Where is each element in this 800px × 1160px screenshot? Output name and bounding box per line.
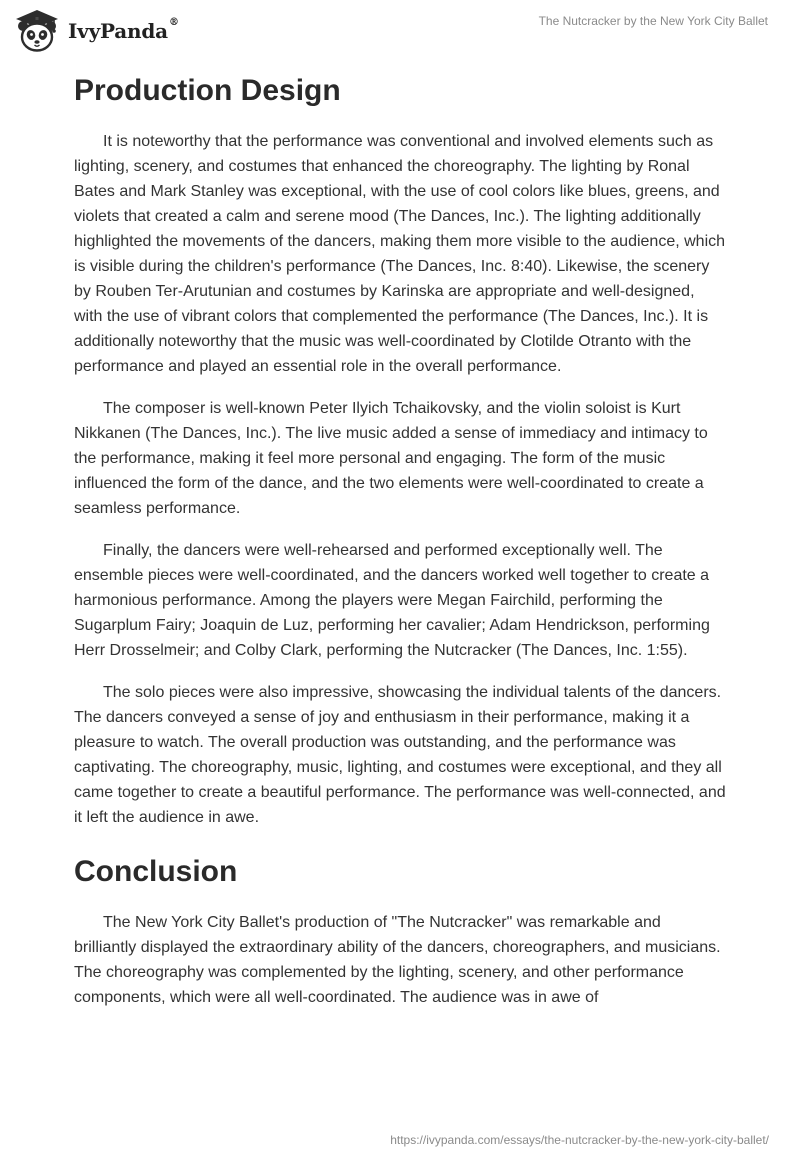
section-heading-conclusion: Conclusion [74,855,238,888]
brand-name: IvyPanda® [68,17,179,43]
paragraph: The composer is well-known Peter Ilyich Tchaikovsky, and the violin soloist is Kurt Nikkanen (The Dances, Inc.). The live music added a sense of immediacy and intimacy to the performance, making it feel more personal and engaging. The form of the music influenced the form of the dance, and the two elements were well-coordinated to create a seamless performance. [74,400,708,517]
document-title: The Nutcracker by the New York City Ballet [538,14,768,28]
section-heading-production-design: Production Design [74,74,341,107]
page-header [0,0,800,60]
source-url[interactable]: https://ivypanda.com/essays/the-nutcracker-by-the-new-york-city-ballet/ [390,1133,769,1147]
essay-body [74,70,726,1027]
paragraph: The New York City Ballet's production of "The Nutcracker" was remarkable and brilliantly displayed the extraordinary ability of the dancers, choreographers, and musicians. The choreography was complemented by the lighting, scenery, and other performance components, which were all well-coordinated. The audience was in awe of [74,914,721,1006]
ivypanda-logo[interactable] [14,8,179,54]
panda-graduate-icon [14,8,60,54]
paragraph: It is noteworthy that the performance was conventional and involved elements such as lighting, scenery, and costumes that enhanced the choreography. The lighting by Ronal Bates and Mark Stanley was exceptional, with the use of cool colors like blues, greens, and violets that created a calm and serene mood (The Dances, Inc.). The lighting additionally highlighted the movements of the dancers, making them more visible to the audience, which is visible during the children's performance (The Dances, Inc. 8:40). Likewise, the scenery by Rouben Ter-Arutunian and costumes by Karinska are appropriate and well-designed, with the use of vibrant colors that complemented the performance (The Dances, Inc.). It is additionally noteworthy that the music was well-coordinated by Clotilde Otranto with the performance and played an essential role in the overall performance. [74,133,726,375]
paragraph: Finally, the dancers were well-rehearsed and performed exceptionally well. The ensemble pieces were well-coordinated, and the dancers worked well together to create a harmonious performance. Among the players were Megan Fairchild, performing the Sugarplum Fairy; Joaquin de Luz, performing her cavalier; Adam Hendrickson, performing Herr Drosselmeir; and Colby Clark, performing the Nutcracker (The Dances, Inc. 1:55). [74,542,710,659]
paragraph: The solo pieces were also impressive, showcasing the individual talents of the dancers. The dancers conveyed a sense of joy and enthusiasm in their performance, making it a pleasure to watch. The overall production was outstanding, and the performance was captivating. The choreography, music, lighting, and costumes were exceptional, and they all came together to create a beautiful performance. The performance was well-connected, and it left the audience in awe. [74,684,726,826]
